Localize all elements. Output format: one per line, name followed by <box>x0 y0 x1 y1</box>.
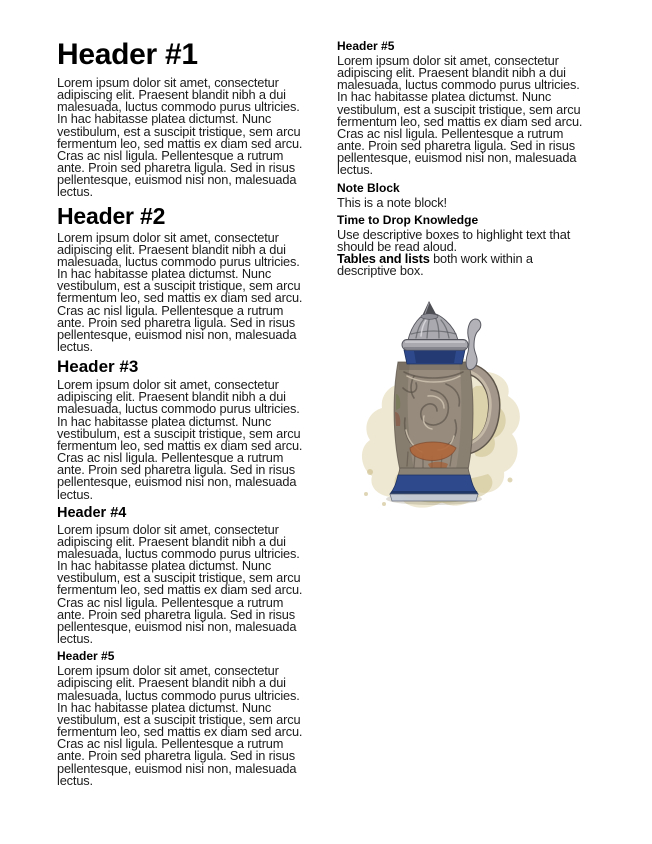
left-column <box>57 40 310 844</box>
knowledge-title: Time to Drop Knowledge <box>337 212 479 227</box>
knowledge-text: Use descriptive boxes to highlight text that should be read aloud. <box>337 226 571 254</box>
section-2-paragraph: Lorem ipsum dolor sit amet, consectetur adipiscing elit. Praesent blandit nibh a dui malesuada, luctus commodo purus ultricies. In hac habitasse platea dictumst. Nunc vestibulum, est a suscipit tristique, sem arcu fermentum leo, sed mattis ex diam sed arcu. Cras ac nisl ligula. Pellentesque a rutrum ante. Proin sed pharetra ligula. Sed in risus pellentesque, euismod nisi non, malesuada lectus. <box>57 229 303 354</box>
stein-base <box>390 468 478 501</box>
wash-speckle <box>508 478 513 483</box>
section-4-paragraph: Lorem ipsum dolor sit amet, consectetur adipiscing elit. Praesent blandit nibh a dui malesuada, luctus commodo purus ultricies. In hac habitasse platea dictumst. Nunc vestibulum, est a suscipit tristique, sem arcu fermentum leo, sed mattis ex diam sed arcu. Cras ac nisl ligula. Pellentesque a rutrum ante. Proin sed pharetra ligula. Sed in risus pellentesque, euismod nisi non, malesuada lectus. <box>57 521 303 647</box>
section-5-paragraph: Lorem ipsum dolor sit amet, consectetur adipiscing elit. Praesent blandit nibh a dui malesuada, luctus commodo purus ultricies. In hac habitasse platea dictumst. Nunc vestibulum, est a suscipit tristique, sem arcu fermentum leo, sed mattis ex diam sed arcu. Cras ac nisl ligula. Pellentesque a rutrum ante. Proin sed pharetra ligula. Sed in risus pellentesque, euismod nisi non, malesuada lectus. <box>57 663 303 788</box>
tables-lists-rest: both work within a descriptive box. <box>337 251 533 279</box>
header-4: Header #4 <box>57 504 127 521</box>
note-block-title: Note Block <box>337 180 400 195</box>
beer-stein-illustration <box>358 298 528 514</box>
note-block-text: This is a note block! <box>337 194 447 210</box>
header-2: Header #2 <box>57 202 166 229</box>
tables-lists-bold-lead: Tables and lists <box>337 251 430 267</box>
section-3-paragraph: Lorem ipsum dolor sit amet, consectetur adipiscing elit. Praesent blandit nibh a dui malesuada, luctus commodo purus ultricies. In hac habitasse platea dictumst. Nunc vestibulum, est a suscipit tristique, sem arcu fermentum leo, sed mattis ex diam sed arcu. Cras ac nisl ligula. Pellentesque a rutrum ante. Proin sed pharetra ligula. Sed in risus pellentesque, euismod nisi non, malesuada lectus. <box>57 377 303 502</box>
right-column <box>337 40 590 844</box>
header-1: Header #1 <box>57 38 198 71</box>
stein-body <box>394 362 473 470</box>
header-5-right: Header #5 <box>337 39 395 53</box>
section-1-paragraph: Lorem ipsum dolor sit amet, consectetur adipiscing elit. Praesent blandit nibh a dui malesuada, luctus commodo purus ultricies. In hac habitasse platea dictumst. Nunc vestibulum, est a suscipit tristique, sem arcu fermentum leo, sed mattis ex diam sed arcu. Cras ac nisl ligula. Pellentesque a rutrum ante. Proin sed pharetra ligula. Sed in risus pellentesque, euismod nisi non, malesuada lectus. <box>57 75 303 200</box>
section-6-paragraph: Lorem ipsum dolor sit amet, consectetur adipiscing elit. Praesent blandit nibh a dui malesuada, luctus commodo purus ultricies. In hac habitasse platea dictumst. Nunc vestibulum, est a suscipit tristique, sem arcu fermentum leo, sed mattis ex diam sed arcu. Cras ac nisl ligula. Pellentesque a rutrum ante. Proin sed pharetra ligula. Sed in risus pellentesque, euismod nisi non, malesuada lectus. <box>337 53 583 178</box>
stein-top-band <box>404 350 465 364</box>
header-3: Header #3 <box>57 357 139 377</box>
wash-speckle <box>382 502 386 506</box>
base-lip <box>390 494 478 501</box>
tables-lists-text <box>337 253 590 277</box>
wash-speckle <box>364 492 368 496</box>
wash-speckle <box>367 469 373 475</box>
header-5-left: Header #5 <box>57 649 115 664</box>
